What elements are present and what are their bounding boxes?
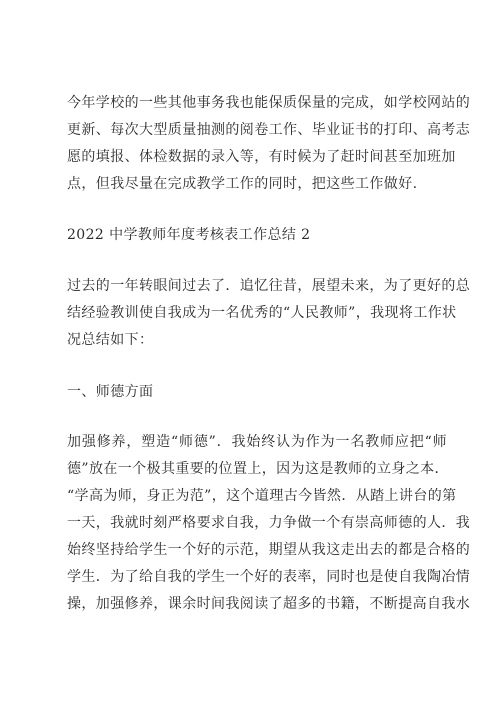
paragraph-line: 加强修养，塑造“师德”．我始终认为作为一名教师应把“师 (67, 434, 447, 450)
section-heading: 2022 中学教师年度考核表工作总结 2 (67, 227, 311, 243)
paragraph-line: 始终坚持给学生一个好的示范，期望从我这走出去的都是合格的 (67, 542, 471, 558)
paragraph-line: 德”放在一个极其重要的位置上，因为这是教师的立身之本． (67, 461, 449, 477)
paragraph-line: 更新、每次大型质量抽测的阅卷工作、毕业证书的打印、高考志 (67, 122, 471, 138)
paragraph-line: 结经验教训使自我成为一名优秀的“人民教师”，我现将工作状 (67, 305, 457, 321)
paragraph-line: 一天，我就时刻严格要求自我，力争做一个有崇高师德的人．我 (67, 515, 471, 531)
section-title: 一、师德方面 (67, 384, 154, 400)
paragraph-line: 学生．为了给自我的学生一个好的表率，同时也是使自我陶冶情 (67, 569, 471, 585)
paragraph-line: “学高为师，身正为范”，这个道理古今皆然．从踏上讲台的第 (67, 488, 457, 504)
paragraph-line: 过去的一年转眼间过去了．追忆往昔，展望未来，为了更好的总 (67, 278, 471, 294)
paragraph-line: 况总结如下： (67, 332, 154, 348)
paragraph-line: 操，加强修养，课余时间我阅读了超多的书籍，不断提高自我水 (67, 596, 471, 612)
paragraph-line: 点，但我尽量在完成教学工作的同时，把这些工作做好. (67, 176, 418, 192)
paragraph-line: 愿的填报、体检数据的录入等，有时候为了赶时间甚至加班加 (67, 149, 456, 165)
paragraph-line: 今年学校的一些其他事务我也能保质保量的完成，如学校网站的 (67, 95, 471, 111)
